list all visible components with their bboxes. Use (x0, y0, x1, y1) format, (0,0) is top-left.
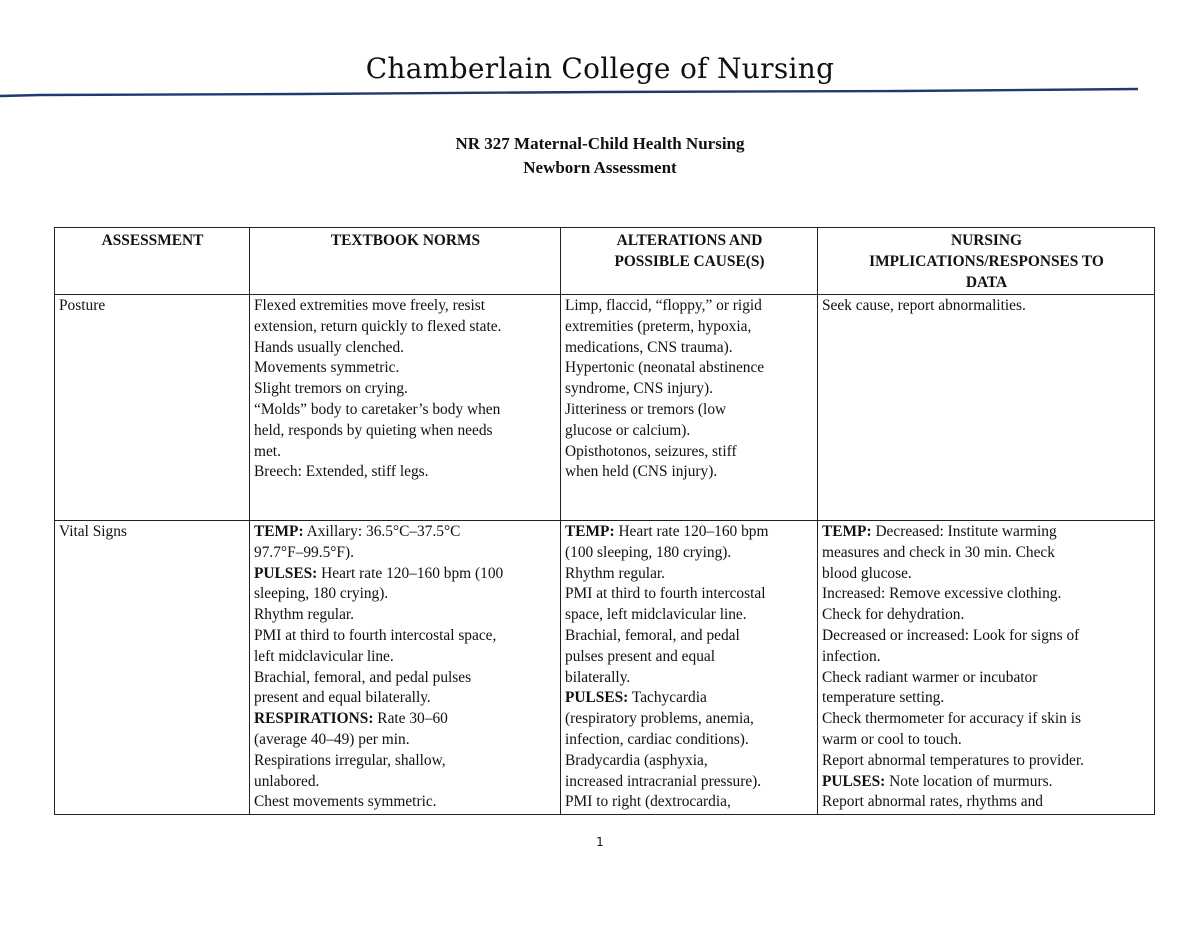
cell-assessment-posture: Posture (55, 295, 250, 521)
temp-label: TEMP: (254, 523, 304, 540)
cell-assessment-vital-signs: Vital Signs (55, 521, 250, 815)
table-row-posture (55, 295, 1155, 521)
respirations-label: RESPIRATIONS: (254, 710, 374, 728)
header-textbook-norms: TEXTBOOK NORMS (250, 228, 561, 295)
assessment-subtitle: Newborn Assessment (523, 158, 677, 177)
course-title: NR 327 Maternal-Child Health Nursing (455, 134, 745, 153)
temp-label: TEMP: (822, 523, 872, 540)
cell-norms-vital-signs: TEMP: Axillary: 36.5°C–37.5°C 97.7°F–99.5°F). PULSES: Heart rate 120–160 bpm (100 sleeping, 180 crying). Rhythm regular. PMI at third to fourth intercostal space, left midclavicular line. Brachial, femoral, and pedal pulses present and equal bilaterally. RESPIRATIONS: Rate 30–60 (average 40–49) per min. Respirations irregular, shallow, unlabored. Chest movements symmetric. (250, 521, 561, 815)
cell-alterations-vital-signs: TEMP: Heart rate 120–160 bpm (100 sleeping, 180 crying). Rhythm regular. PMI at third to fourth intercostal space, left midclavicular line. Brachial, femoral, and pedal pulses present and equal bilaterally. PULSES: Tachycardia (respiratory problems, anemia, infection, cardiac conditions). Bradycardia (asphyxia, increased intracranial pressure). PMI to right (dextrocardia, (561, 521, 818, 815)
cell-norms-posture: Flexed extremities move freely, resist extension, return quickly to flexed state. Hands usually clenched. Movements symmetric. Slight tremors on crying. “Molds” body to caretaker’s body when held, responds by quieting when needs met. Breech: Extended, stiff legs. (250, 295, 561, 521)
cell-implications-posture: Seek cause, report abnormalities. (818, 295, 1155, 521)
temp-label: TEMP: (565, 523, 615, 540)
institution-header: Chamberlain College of Nursing (365, 52, 835, 85)
pulses-label: PULSES: (254, 564, 318, 582)
table-header-row (55, 228, 1155, 295)
table-row-vital-signs (55, 521, 1155, 815)
header-rule (0, 84, 1200, 104)
pulses-label: PULSES: (565, 689, 629, 707)
cell-implications-vital-signs: TEMP: Decreased: Institute warming measures and check in 30 min. Check blood glucose. Increased: Remove excessive clothing. Check for dehydration. Decreased or increased: Look for signs of infection. Check radiant warmer or incubator temperature setting. Check thermometer for accuracy if skin is warm or cool to touch. Report abnormal temperatures to provider. PULSES: Note location of murmurs. Report abnormal rates, rhythms and (818, 521, 1155, 815)
document-title (0, 132, 1200, 180)
newborn-assessment-table (54, 227, 1155, 815)
header-nursing-implications: NURSING IMPLICATIONS/RESPONSES TO DATA (818, 228, 1155, 295)
header-alterations: ALTERATIONS AND POSSIBLE CAUSE(S) (561, 228, 818, 295)
page-number: 1 (596, 835, 604, 849)
header-assessment: ASSESSMENT (55, 228, 250, 295)
pulses-label: PULSES: (822, 772, 886, 790)
cell-alterations-posture: Limp, flaccid, “floppy,” or rigid extremities (preterm, hypoxia, medications, CNS trauma). Hypertonic (neonatal abstinence syndrome, CNS injury). Jitteriness or tremors (low glucose or calcium). Opisthotonos, seizures, stiff when held (CNS injury). (561, 295, 818, 521)
